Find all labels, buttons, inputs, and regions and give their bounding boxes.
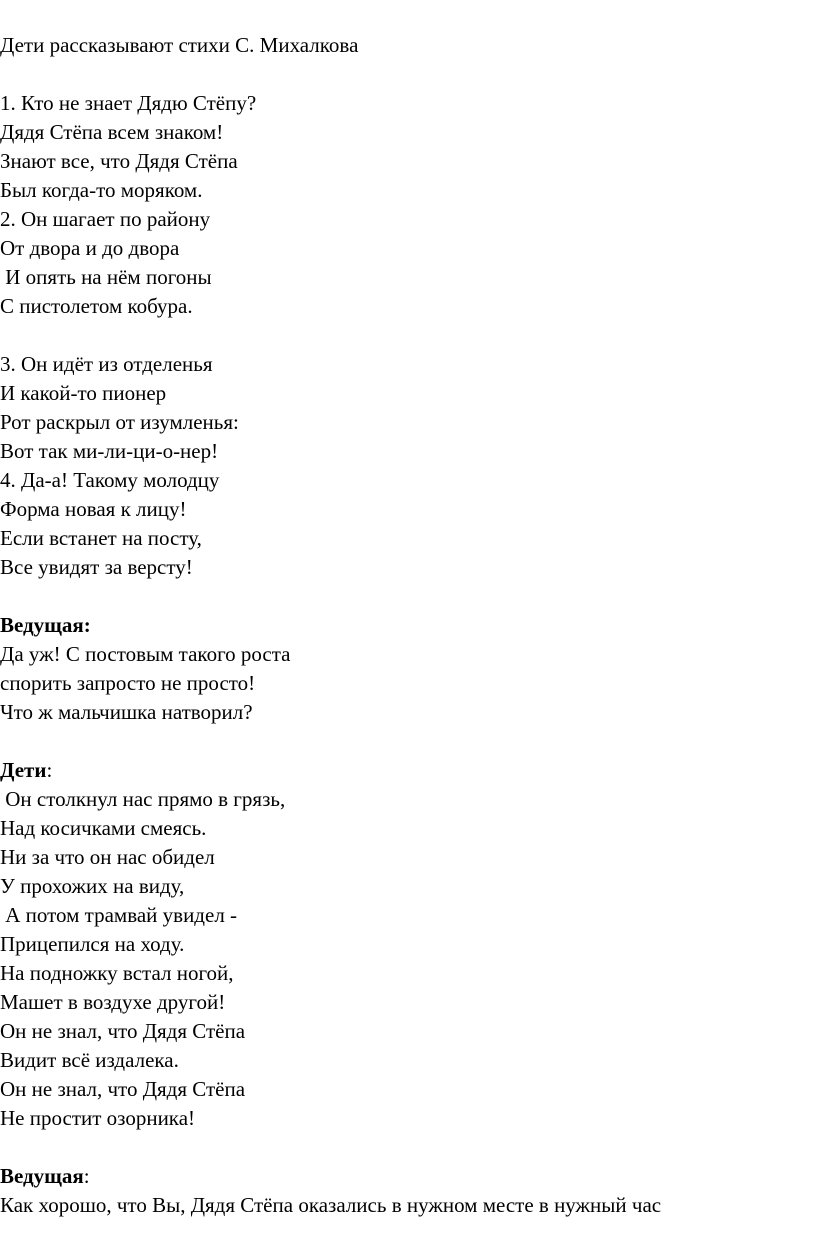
speech-line: А потом трамвай увидел - xyxy=(0,903,238,927)
speech-line: Прицепился на ходу. xyxy=(0,932,185,956)
poem-line: И какой-то пионер xyxy=(0,381,167,405)
poem-line: 2. Он шагает по району xyxy=(0,207,211,231)
blank-line xyxy=(0,60,816,89)
poem-line: 3. Он идёт из отделенья xyxy=(0,352,213,376)
blank-line xyxy=(0,727,816,756)
stanza-1 xyxy=(0,89,816,321)
document-page xyxy=(0,31,816,1220)
speaker-name: Дети xyxy=(0,758,47,782)
speech-line: Он столкнул нас прямо в грязь, xyxy=(0,787,286,811)
speaker-label xyxy=(0,756,816,785)
speech-line: спорить запросто не просто! xyxy=(0,671,256,695)
blank-line xyxy=(0,582,816,611)
speech-line: Над косичками смеясь. xyxy=(0,816,207,840)
speaker-label xyxy=(0,1162,816,1191)
speech-line: Видит всё издалека. xyxy=(0,1048,179,1072)
speech-line: Он не знал, что Дядя Стёпа xyxy=(0,1019,246,1043)
speaker-block-3 xyxy=(0,1162,816,1220)
blank-line xyxy=(0,321,816,350)
poem-line: С пистолетом кобура. xyxy=(0,294,193,318)
speech-line: У прохожих на виду, xyxy=(0,874,185,898)
speaker-colon: : xyxy=(83,1164,90,1188)
poem-line: Форма новая к лицу! xyxy=(0,497,187,521)
speech-line: Что ж мальчишка натворил? xyxy=(0,700,253,724)
poem-line: 1. Кто не знает Дядю Стёпу? xyxy=(0,91,257,115)
speaker-label: Ведущая: xyxy=(0,613,91,637)
poem-line: От двора и до двора xyxy=(0,236,180,260)
stanza-2 xyxy=(0,350,816,582)
speaker-block-2 xyxy=(0,756,816,1133)
speaker-name: Ведущая xyxy=(0,1164,84,1188)
blank-line xyxy=(0,1133,816,1162)
poem-line: Если встанет на посту, xyxy=(0,526,202,550)
poem-line: И опять на нём погоны xyxy=(0,265,212,289)
speech-line: Ни за что он нас обидел xyxy=(0,845,215,869)
speech-line: На подножку встал ногой, xyxy=(0,961,234,985)
speech-line: Он не знал, что Дядя Стёпа xyxy=(0,1077,246,1101)
speaker-colon: : xyxy=(46,758,53,782)
poem-line: Дядя Стёпа всем знаком! xyxy=(0,120,224,144)
poem-line: Был когда-то моряком. xyxy=(0,178,203,202)
poem-line: Рот раскрыл от изумленья: xyxy=(0,410,239,434)
speech-line: Как хорошо, что Вы, Дядя Стёпа оказались в нужном месте в нужный час xyxy=(0,1193,662,1217)
poem-line: Вот так ми-ли-ци-о-нер! xyxy=(0,439,219,463)
speech-line: Машет в воздухе другой! xyxy=(0,990,226,1014)
poem-line: Все увидят за версту! xyxy=(0,555,193,579)
poem-line: 4. Да-а! Такому молодцу xyxy=(0,468,220,492)
speaker-block-1 xyxy=(0,611,816,727)
speech-line: Да уж! С постовым такого роста xyxy=(0,642,291,666)
poem-line: Знают все, что Дядя Стёпа xyxy=(0,149,238,173)
document-title: Дети рассказывают стихи С. Михалкова xyxy=(0,33,359,57)
speech-line: Не простит озорника! xyxy=(0,1106,196,1130)
